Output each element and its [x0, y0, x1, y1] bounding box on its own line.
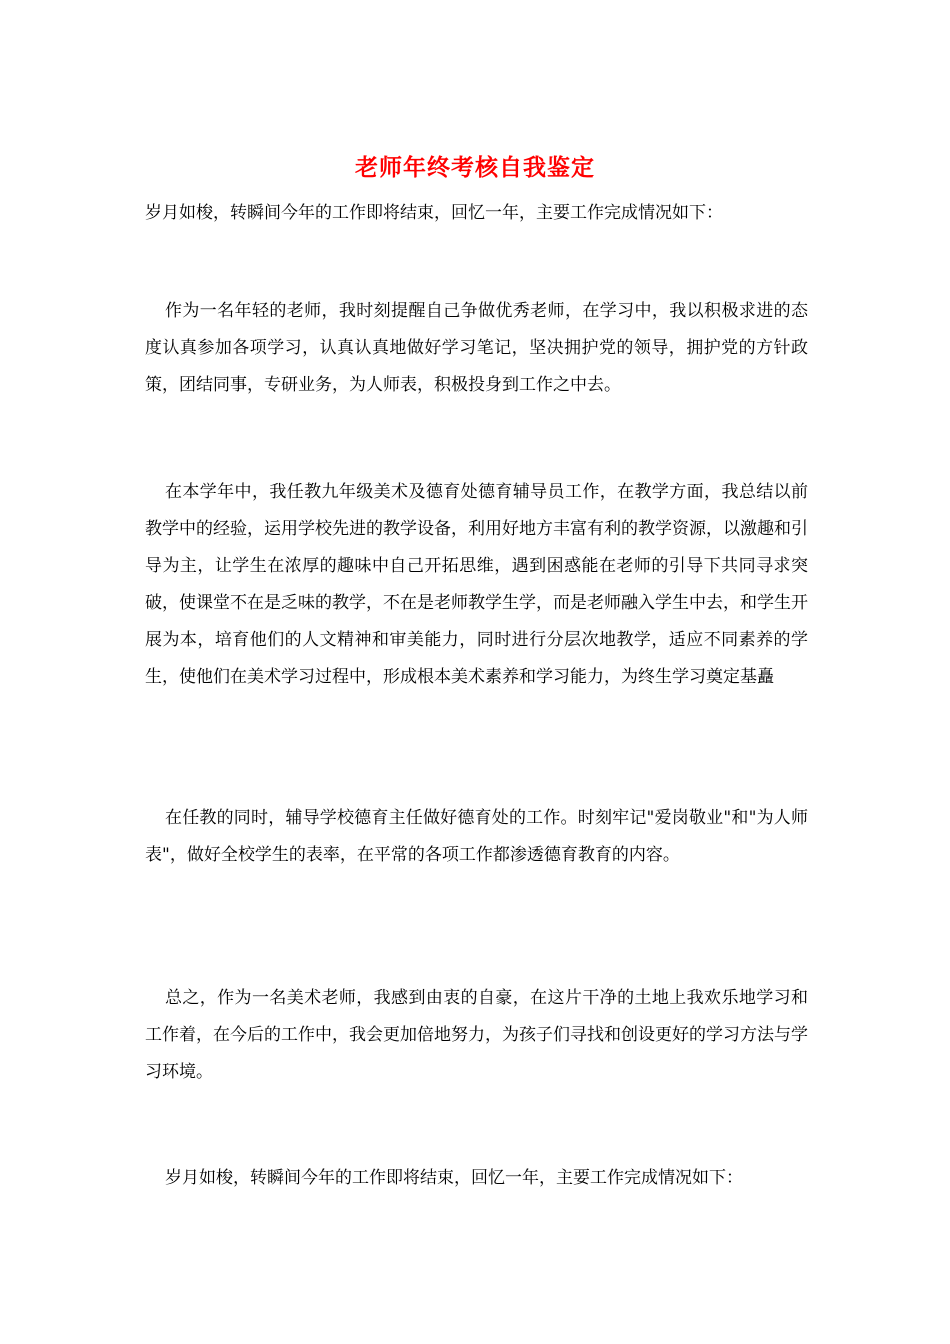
paragraph-study: 作为一名年轻的老师，我时刻提醒自己争做优秀老师，在学习中，我以积极求进的态度认真参加各项学习，认真认真地做好学习笔记，坚决拥护党的领导，拥护党的方针政策，团结同事，专研业务，为人师表，积极投身到工作之中去。 [145, 301, 808, 395]
paragraph-intro: 岁月如梭，转瞬间今年的工作即将结束，回忆一年，主要工作完成情况如下： [145, 203, 723, 223]
paragraph-conclusion: 总之，作为一名美术老师，我感到由衷的自豪，在这片干净的土地上我欢乐地学习和工作着，在今后的工作中，我会更加倍地努力，为孩子们寻找和创设更好的学习方法与学习环境。 [145, 988, 808, 1082]
paragraph-repeat-intro: 岁月如梭，转瞬间今年的工作即将结束，回忆一年，主要工作完成情况如下： [165, 1168, 743, 1188]
document-title: 老师年终考核自我鉴定 [355, 154, 595, 181]
paragraph-teaching: 在本学年中，我任教九年级美术及德育处德育辅导员工作，在教学方面，我总结以前教学中的经验，运用学校先进的教学设备，利用好地方丰富有利的教学资源，以激趣和引导为主，让学生在浓厚的趣味中自己开拓思维，遇到困惑能在老师的引导下共同寻求突破，使课堂不在是乏味的教学，不在是老师教学生学，而是老师融入学生中去，和学生开展为本，培育他们的人文精神和审美能力，同时进行分层次地教学，适应不同素养的学生，使他们在美术学习过程中，形成根本美术素养和学习能力，为终生学习奠定基矗 [145, 482, 808, 687]
paragraph-moral-education: 在任教的同时，辅导学校德育主任做好德育处的工作。时刻牢记"爱岗敬业"和"为人师表"，做好全校学生的表率，在平常的各项工作都渗透德育教育的内容。 [145, 808, 808, 865]
